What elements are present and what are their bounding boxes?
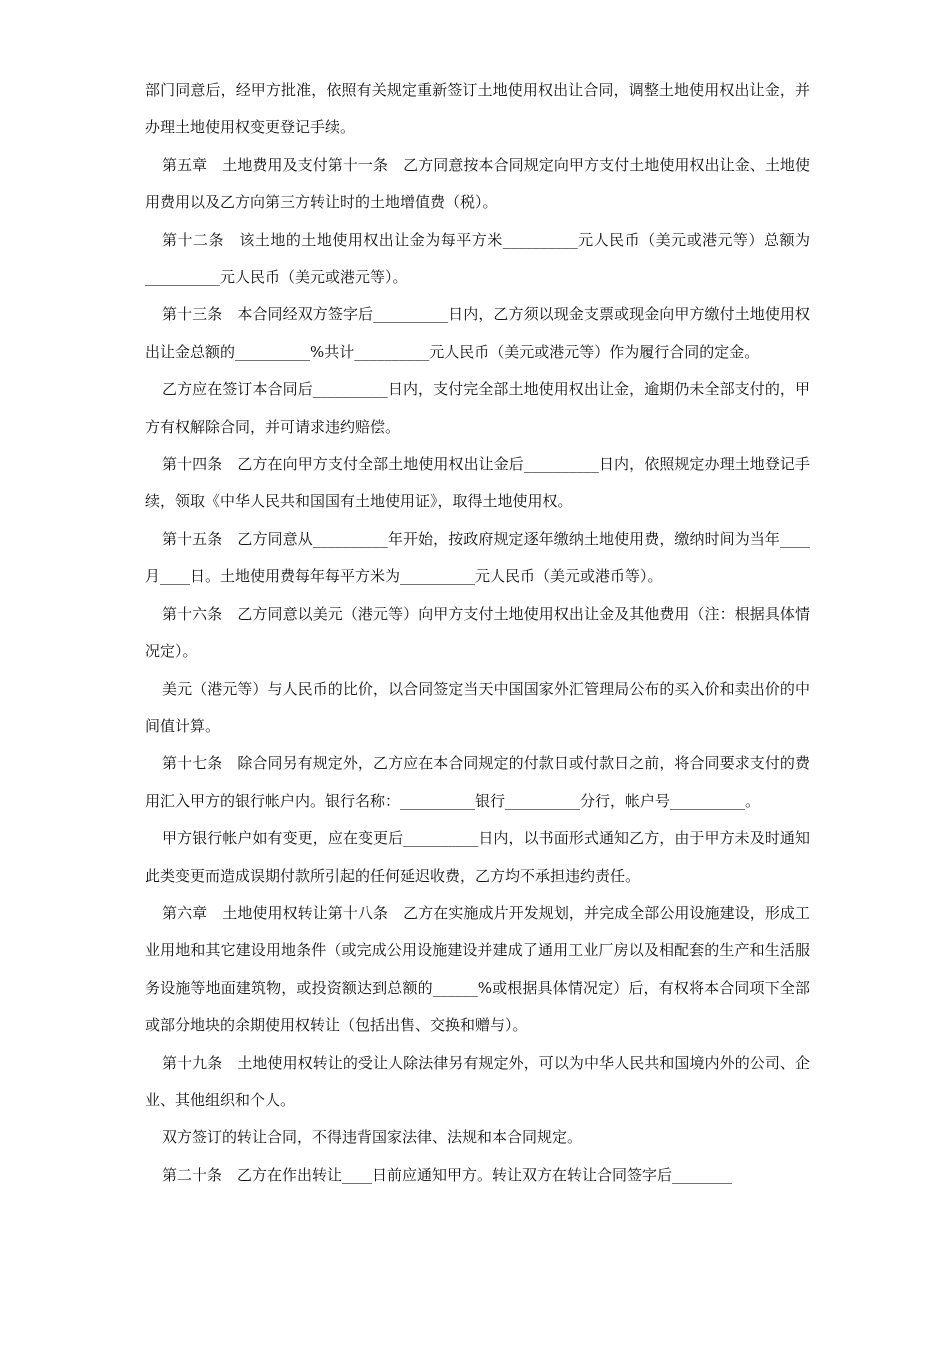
paragraph-article-16: 第十六条 乙方同意以美元（港元等）向甲方支付土地使用权出让金及其他费用（注：根据具体情况定）。 — [145, 604, 810, 661]
paragraph-chapter-6-article-18: 第六章 土地使用权转让第十八条 乙方在实施成片开发规划，并完成全部公用设施建设，形成工业用地和其它建设用地条件（或完成公用设施建设并建成了通用工业厂房以及相配套的生产和生活服务设施等地面建筑物，或投资额达到总额的______%或根据具体情况定）后，有权将本合同项下全部或部分地块的余期使用权转让（包括出售、交换和赠与）。 — [145, 903, 810, 1035]
paragraph-continuation: 部门同意后，经甲方批准，依照有关规定重新签订土地使用权出让合同，调整土地使用权出让金，并办理土地使用权变更登记手续。 — [145, 81, 810, 137]
paragraph-article-15: 第十五条 乙方同意从__________年开始，按政府规定逐年缴纳土地使用费，缴纳时间为当年____月____日。土地使用费每年每平方米为__________元人民币（美元或港币等）。 — [145, 529, 810, 586]
paragraph-article-13-payment: 乙方应在签订本合同后__________日内，支付完全部土地使用权出让金，逾期仍未全部支付的，甲方有权解除合同，并可请求违约赔偿。 — [145, 380, 810, 436]
paragraph-article-14: 第十四条 乙方在向甲方支付全部土地使用权出让金后__________日内，依照规定办理土地登记手续，领取《中华人民共和国国有土地使用证》，取得土地使用权。 — [145, 455, 810, 511]
paragraph-article-19: 第十九条 土地使用权转让的受让人除法律另有规定外，可以为中华人民共和国境内外的公司、企业、其他组织和个人。 — [145, 1053, 810, 1109]
paragraph-article-19-contract: 双方签订的转让合同，不得违背国家法律、法规和本合同规定。 — [162, 1128, 583, 1147]
paragraph-article-17-account-change: 甲方银行帐户如有变更，应在变更后__________日内，以书面形式通知乙方，由于甲方未及时通知此类变更而造成误期付款所引起的任何延迟收费，乙方均不承担违约责任。 — [145, 829, 810, 885]
paragraph-article-20: 第二十条 乙方在作出转让____日前应通知甲方。转让双方在转让合同签字后________ — [162, 1165, 733, 1184]
paragraph-chapter-5-article-11: 第五章 土地费用及支付第十一条 乙方同意按本合同规定向甲方支付土地使用权出让金、土地使用费用以及乙方向第三方转让时的土地增值费（税）。 — [145, 155, 810, 212]
paragraph-article-16-exchange-rate: 美元（港元等）与人民币的比价，以合同签定当天中国国家外汇管理局公布的买入价和卖出价的中间值计算。 — [145, 679, 810, 735]
paragraph-article-17: 第十七条 除合同另有规定外，乙方应在本合同规定的付款日或付款日之前，将合同要求支付的费用汇入甲方的银行帐户内。银行名称：__________银行__________分行，帐户号__________。 — [145, 754, 810, 810]
document-body — [145, 72, 810, 1194]
paragraph-article-12: 第十二条 该土地的土地使用权出让金为每平方米__________元人民币（美元或港元等）总额为__________元人民币（美元或港元等）。 — [145, 230, 810, 287]
paragraph-article-13: 第十三条 本合同经双方签字后__________日内，乙方须以现金支票或现金向甲方缴付土地使用权出让金总额的__________%共计__________元人民币（美元或港元等）作为履行合同的定金。 — [145, 305, 810, 361]
